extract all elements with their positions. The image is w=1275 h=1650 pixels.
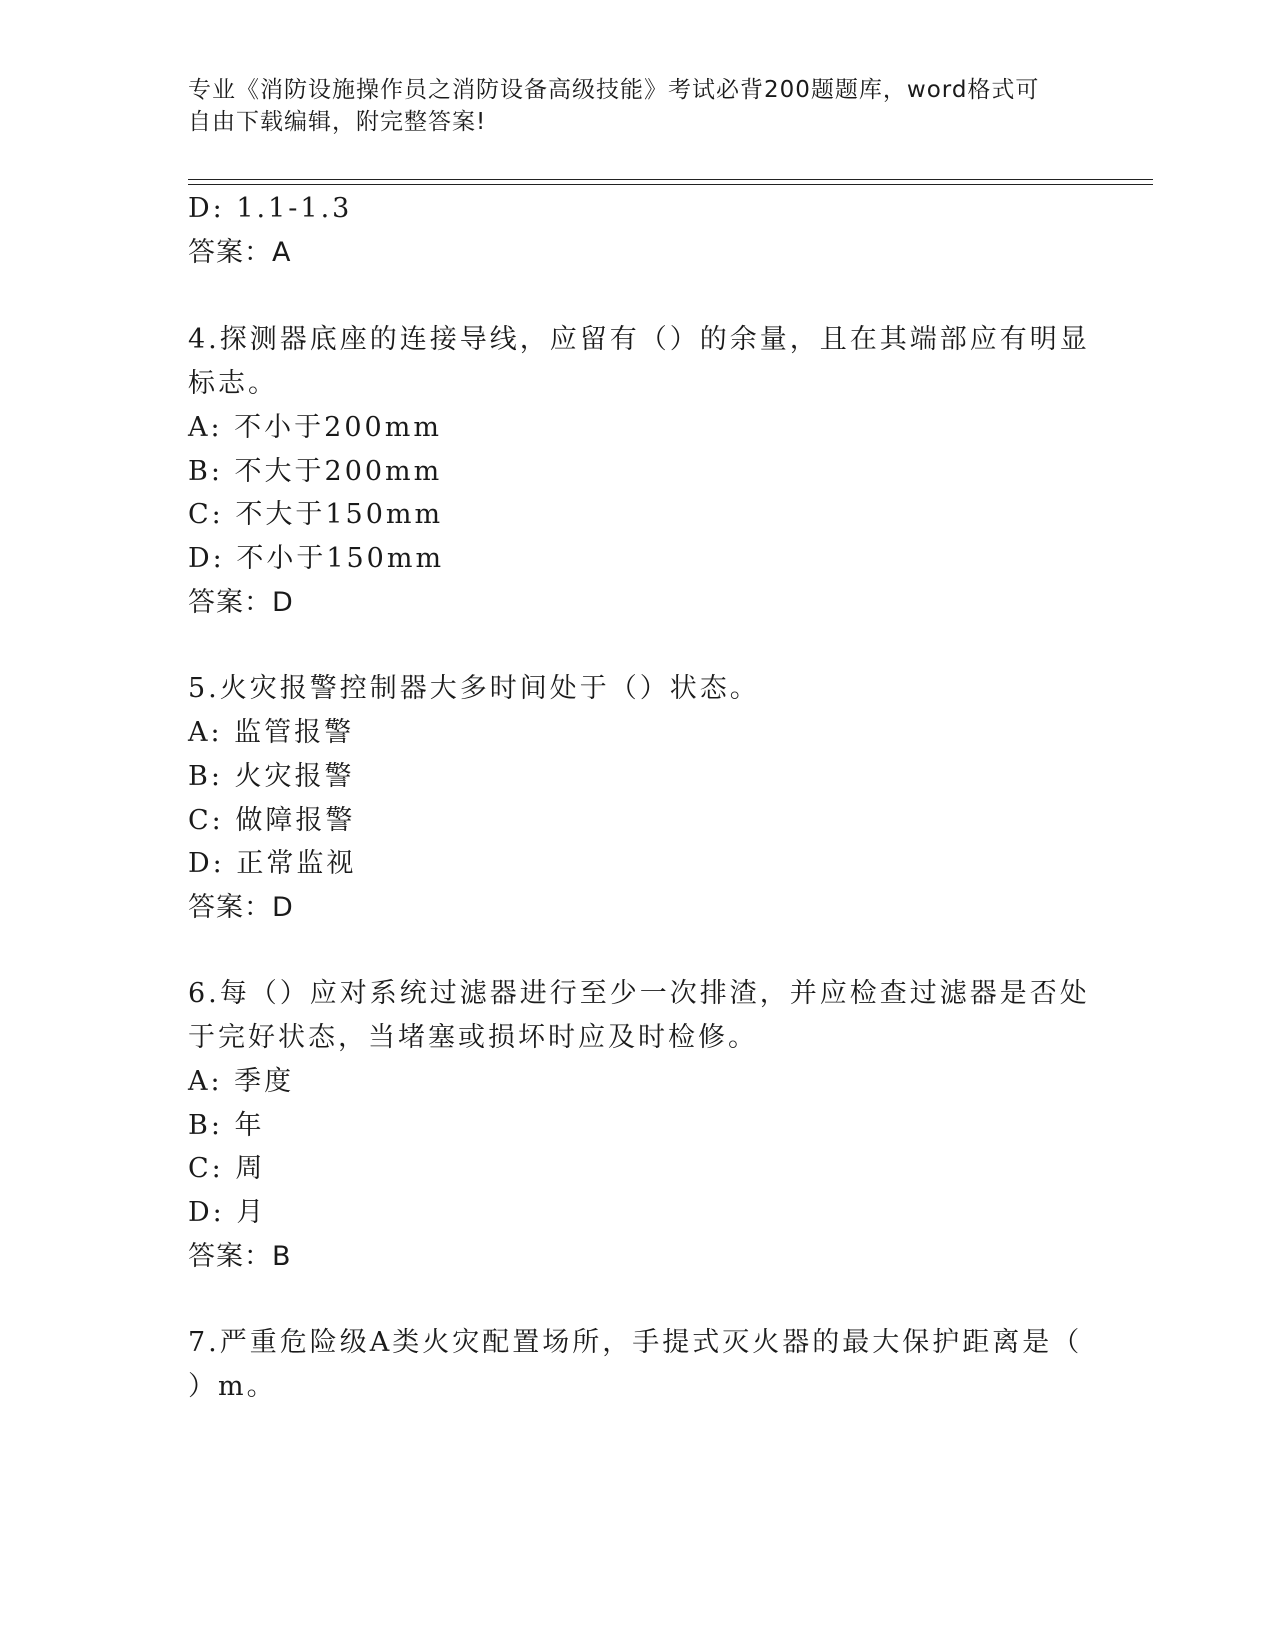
q6-option-b: B: 年	[188, 1110, 265, 1141]
q7-stem-line-2: ）m。	[188, 1371, 277, 1402]
q3-answer: 答案：A	[188, 237, 292, 268]
header-divider-top	[188, 179, 1153, 180]
q4-option-d: D: 不小于150mm	[188, 543, 445, 574]
q6-answer: 答案：B	[188, 1241, 292, 1272]
q6-option-a: A: 季度	[188, 1066, 295, 1097]
q6-stem-line-2: 于完好状态，当堵塞或损坏时应及时检修。	[188, 1022, 758, 1053]
q5-answer: 答案：D	[188, 892, 294, 923]
q4-option-a: A: 不小于200mm	[188, 412, 442, 443]
q4-stem-line-2: 标志。	[188, 368, 278, 399]
q4-answer: 答案：D	[188, 587, 294, 618]
q4-option-c: C: 不大于150mm	[188, 499, 444, 530]
q5-stem-line-1: 5.火灾报警控制器大多时间处于（）状态。	[188, 673, 760, 704]
q6-stem-line-1: 6.每（）应对系统过滤器进行至少一次排渣，并应检查过滤器是否处	[188, 978, 1090, 1009]
header-line-2: 自由下载编辑，附完整答案!	[188, 109, 487, 135]
q6-option-d: D: 月	[188, 1197, 267, 1228]
q5-option-c: C: 做障报警	[188, 805, 356, 836]
header-divider-bottom	[188, 184, 1153, 185]
q3-option-d: D: 1.1-1.3	[188, 193, 353, 224]
q6-option-c: C: 周	[188, 1153, 266, 1184]
document-header	[188, 74, 1068, 138]
q4-option-b: B: 不大于200mm	[188, 456, 443, 487]
q7-stem-line-1: 7.严重危险级A类火灾配置场所，手提式灭火器的最大保护距离是（	[188, 1327, 1083, 1358]
q5-option-b: B: 火灾报警	[188, 761, 355, 792]
q4-stem-line-1: 4.探测器底座的连接导线，应留有（）的余量，且在其端部应有明显	[188, 324, 1090, 355]
q5-option-d: D: 正常监视	[188, 848, 357, 879]
q5-option-a: A: 监管报警	[188, 717, 355, 748]
header-line-1: 专业《消防设施操作员之消防设备高级技能》考试必背200题题库，word格式可	[188, 77, 1040, 103]
